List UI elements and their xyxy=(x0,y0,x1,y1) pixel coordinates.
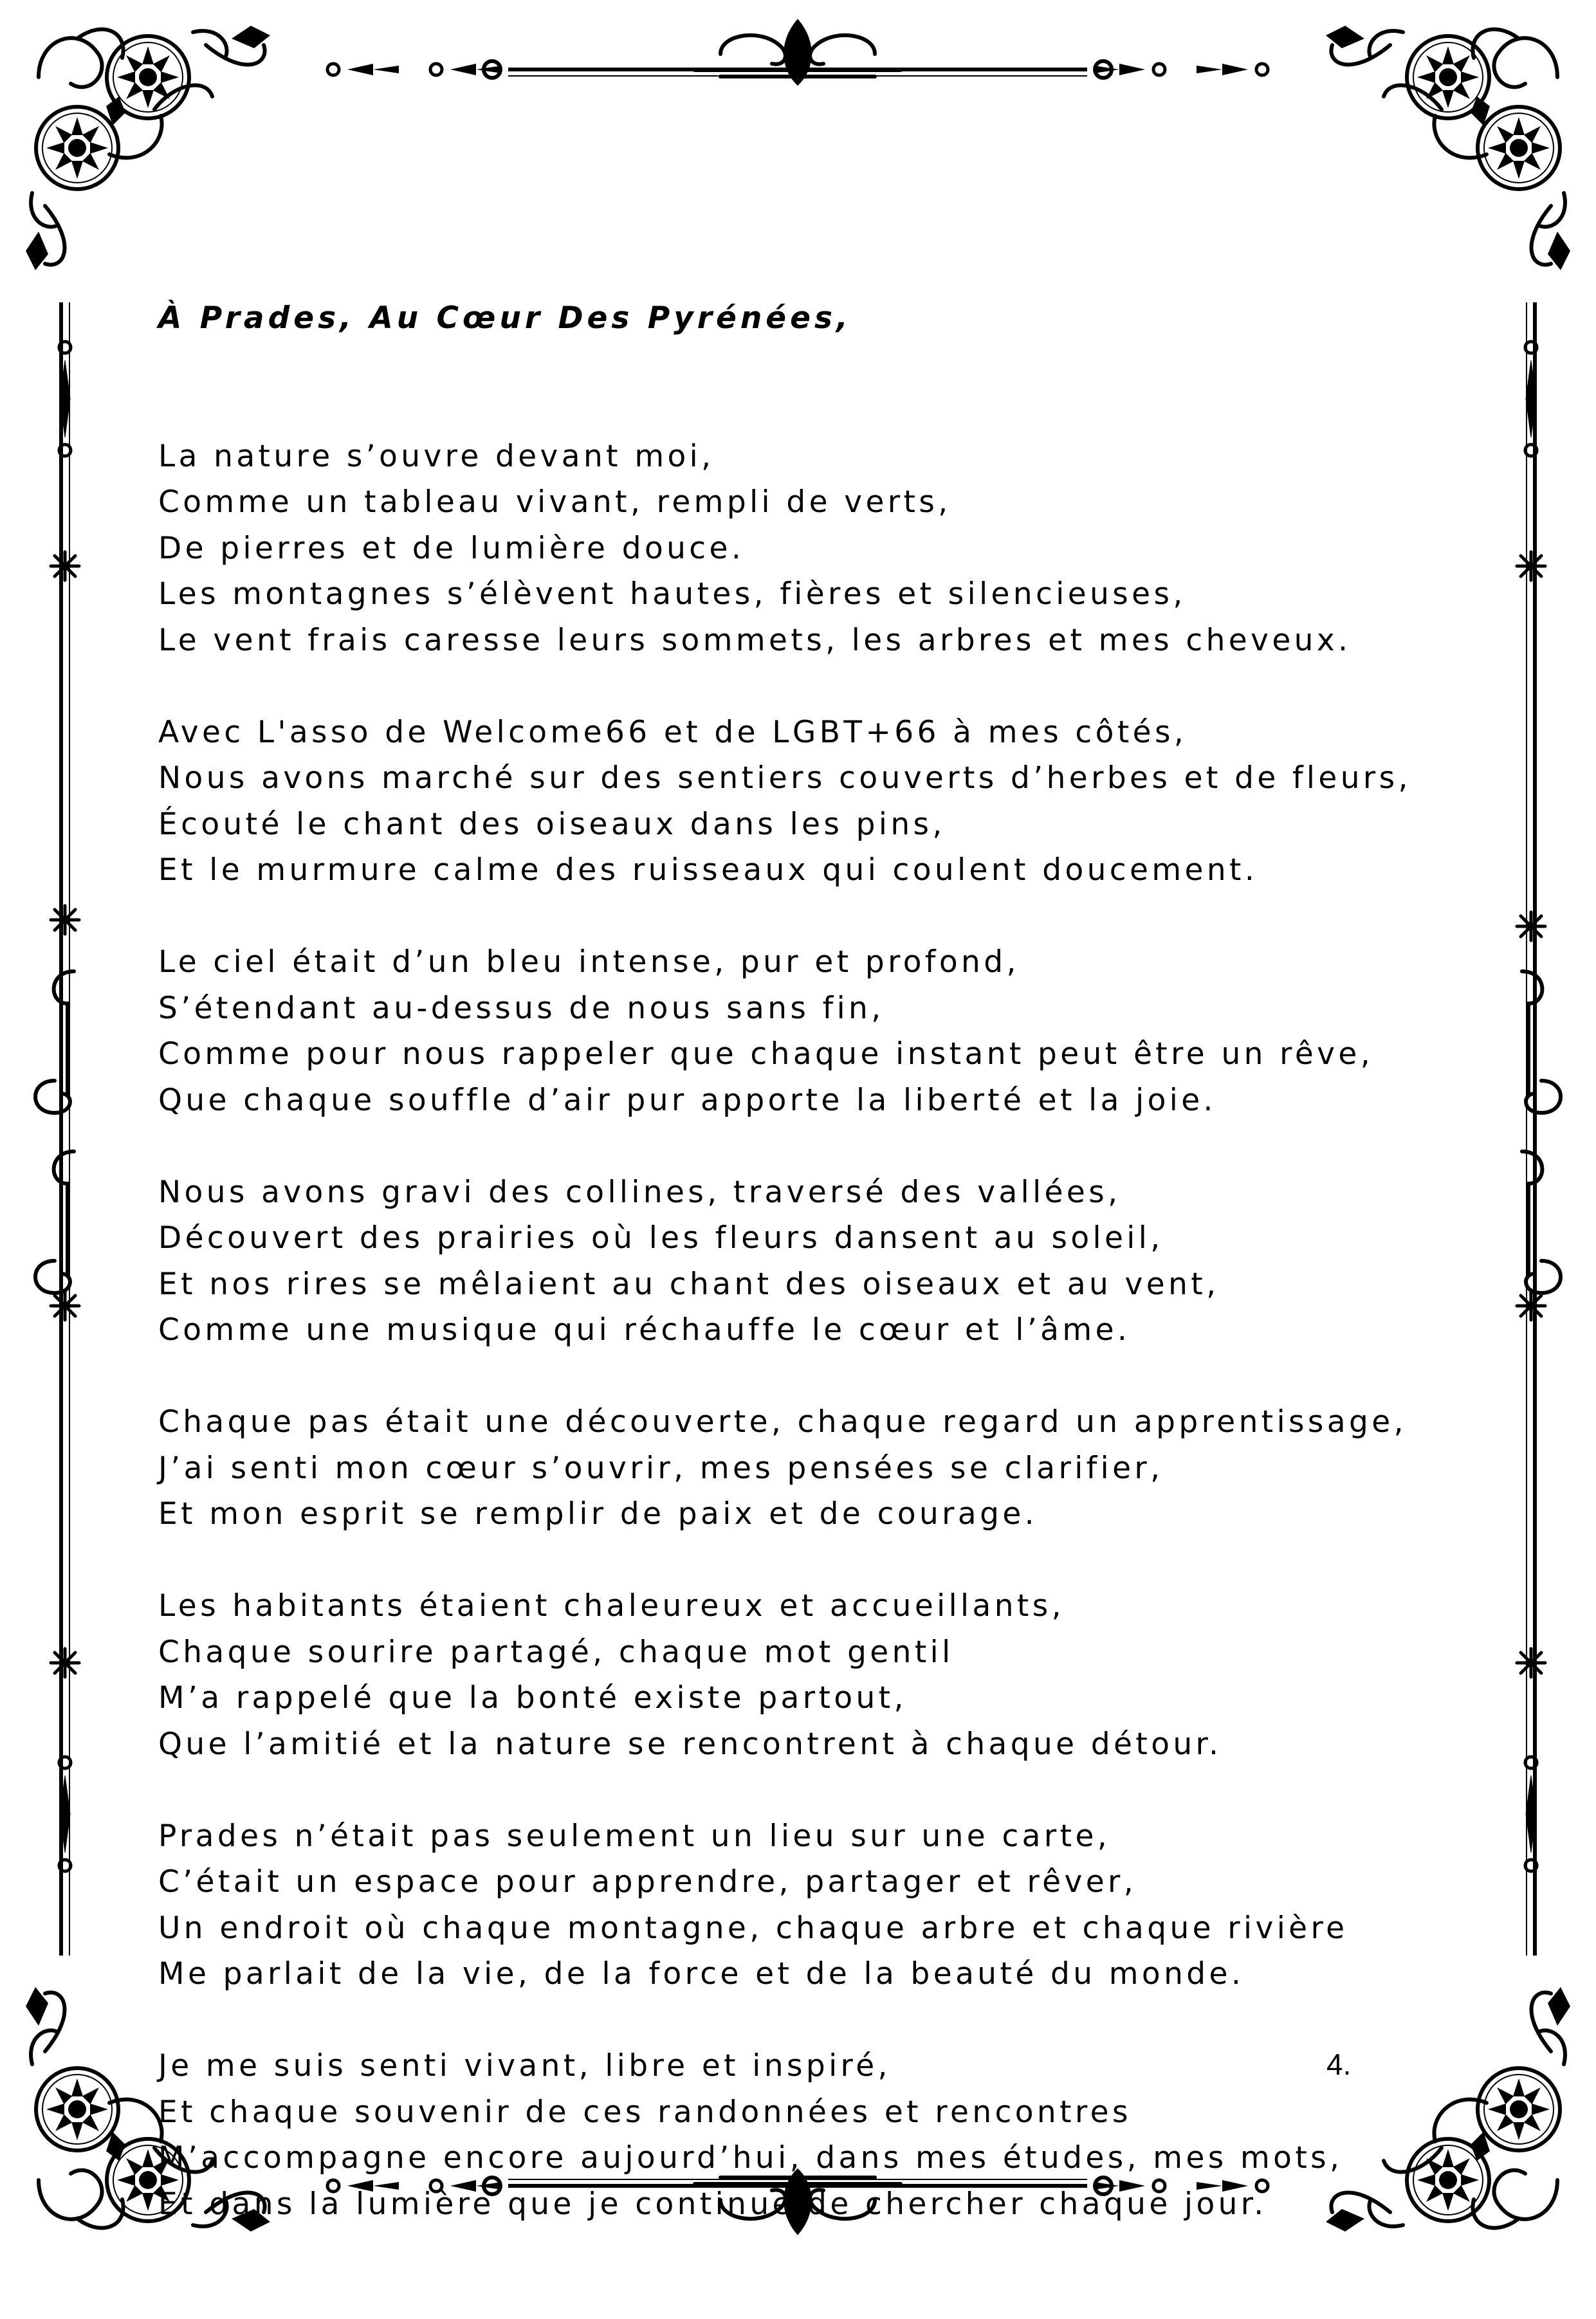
poem-line: J’ai senti mon cœur s’ouvrir, mes pensées se clarifier, xyxy=(158,1450,1164,1486)
poem-line: Les montagnes s’élèvent hautes, fières et silencieuses, xyxy=(158,576,1186,612)
poem-line: Comme une musique qui réchauffe le cœur et l’âme. xyxy=(158,1312,1131,1348)
poem-line: M’accompagne encore aujourd’hui, dans mes études, mes mots, xyxy=(158,2140,1343,2176)
poem-stanza xyxy=(158,1399,1445,1537)
poem-line: Le ciel était d’un bleu intense, pur et profond, xyxy=(158,944,1020,980)
poem-line: La nature s’ouvre devant moi, xyxy=(158,438,715,474)
poem-line: Que chaque souffle d’air pur apporte la liberté et la joie. xyxy=(158,1082,1216,1118)
poem-body xyxy=(158,203,1445,2319)
poem-line: Un endroit où chaque montagne, chaque arbre et chaque rivière xyxy=(158,1910,1348,1946)
poem-line: Nous avons gravi des collines, traversé des vallées, xyxy=(158,1174,1121,1210)
poem-line: Que l’amitié et la nature se rencontrent à chaque détour. xyxy=(158,1726,1222,1762)
poem-line: C’était un espace pour apprendre, partager et rêver, xyxy=(158,1864,1137,1900)
poem-line: Me parlait de la vie, de la force et de la beauté du monde. xyxy=(158,1956,1245,1992)
poem-line: Découvert des prairies où les fleurs dansent au soleil, xyxy=(158,1220,1164,1256)
poem-line: Et mon esprit se remplir de paix et de courage. xyxy=(158,1496,1038,1532)
top-border xyxy=(327,22,1268,83)
poem-line: Et dans la lumière que je continue de chercher chaque jour. xyxy=(158,2186,1267,2222)
poem-line: Les habitants étaient chaleureux et accueillants, xyxy=(158,1588,1065,1624)
poem-line: Comme un tableau vivant, rempli de verts, xyxy=(158,484,951,520)
poem-line: Chaque pas était une découverte, chaque regard un apprentissage, xyxy=(158,1404,1407,1440)
poem-line: Et le murmure calme des ruisseaux qui coulent doucement. xyxy=(158,852,1258,888)
left-border xyxy=(35,302,79,1956)
page-number: 4. xyxy=(1326,2048,1352,2081)
poem-stanza xyxy=(158,1583,1445,1767)
poem-line: S’étendant au-dessus de nous sans fin, xyxy=(158,990,885,1026)
poem-line: Et chaque souvenir de ces randonnées et rencontres xyxy=(158,2094,1132,2130)
poem-line: Prades n’était pas seulement un lieu sur une carte, xyxy=(158,1818,1111,1854)
poem-line: Chaque sourire partagé, chaque mot gentil xyxy=(158,1634,954,1670)
poem-stanza xyxy=(158,2043,1445,2227)
poem-line: Et nos rires se mêlaient au chant des oiseaux et au vent, xyxy=(158,1266,1220,1302)
poem-stanza xyxy=(158,1169,1445,1353)
right-border xyxy=(1517,302,1561,1956)
poem-line: M’a rappelé que la bonté existe partout, xyxy=(158,1680,907,1716)
poem-line: Nous avons marché sur des sentiers couverts d’herbes et de fleurs, xyxy=(158,760,1411,796)
poem-line: Avec L'asso de Welcome66 et de LGBT+66 à mes côtés, xyxy=(158,714,1188,750)
poem-stanzas xyxy=(158,434,1445,2228)
poem-line: Comme pour nous rappeler que chaque instant peut être un rêve, xyxy=(158,1036,1374,1072)
poem-line: Le vent frais caresse leurs sommets, les arbres et mes cheveux. xyxy=(158,622,1352,658)
poem-stanza xyxy=(158,710,1445,894)
poem-stanza xyxy=(158,939,1445,1123)
poem-line: De pierres et de lumière douce. xyxy=(158,530,745,566)
poem-title: À Prades, Au Cœur Des Pyrénées, xyxy=(158,300,852,336)
poem-line: Je me suis senti vivant, libre et inspiré, xyxy=(158,2048,891,2084)
poem-stanza xyxy=(158,434,1445,664)
poem-stanza xyxy=(158,1813,1445,1997)
poem-line: Écouté le chant des oiseaux dans les pins, xyxy=(158,806,946,842)
